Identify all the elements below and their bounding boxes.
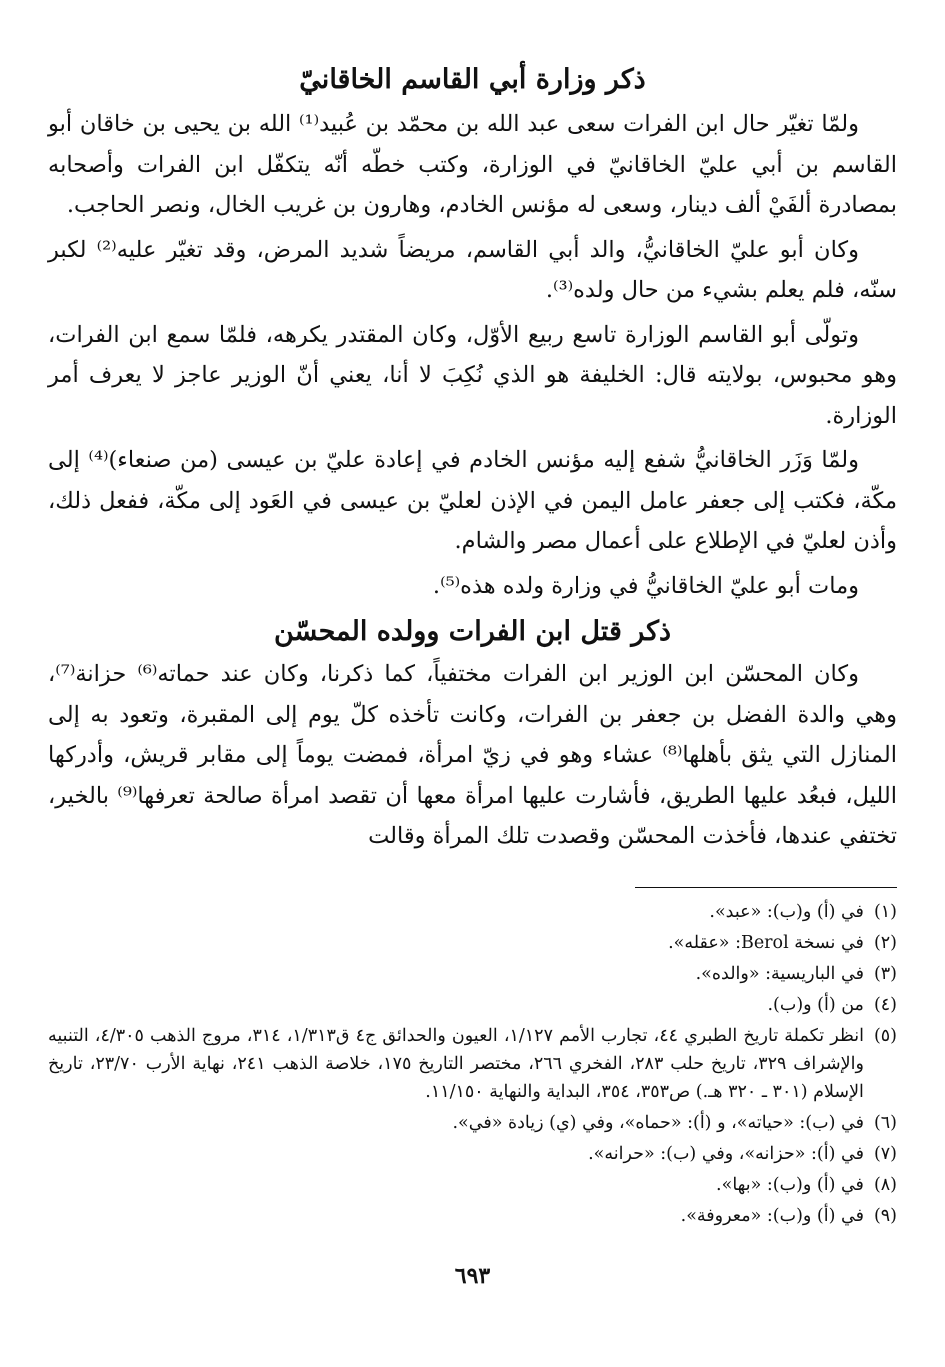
main-text-section1 [48,104,897,606]
paragraph: وكان أبو عليّ الخاقانيُّ، والد أبي القاسم، مريضاً شديد المرض، وقد تغيّر عليه⁽²⁾ لكبر سنّه، فلم يعلم بشيء من حال ولده⁽³⁾. [48,236,897,303]
footnote-text: في (ب): «حياته»، و (أ): «حماه»، وفي (ي) زيادة «في». [452,1112,864,1133]
section-heading-khaqani-vizierate: ذكر وزارة أبي القاسم الخاقانيّ [299,64,646,95]
main-text-section2 [48,654,897,857]
footnote [48,1109,897,1137]
footnote-number: (٩) [873,1205,897,1226]
footnote-text: في (أ) و(ب): «معروفة». [680,1205,864,1226]
footnote-number: (٨) [873,1174,897,1195]
section-heading-killing-of-ibn-al-furat: ذكر قتل ابن الفرات وولده المحسّن [273,616,672,647]
footnote [48,1022,897,1106]
footnote-text: في (أ): «حزانه»، وفي (ب): «حرانه». [588,1143,864,1164]
footnote-number: (١) [873,901,897,922]
paragraph: وتولّى أبو القاسم الوزارة تاسع ربيع الأوّل، وكان المقتدر يكرهه، فلمّا سمع ابن الفرات، وهو محبوس، بولايته قال: الخليفة هو الذي نُكِبَ لا أنا، يعني أنّ الوزير عاجز لا يعرف أمر الوزارة. [48,321,897,429]
footnote-text: انظر تكملة تاريخ الطبري ٤٤، تجارب الأمم ١/١٢٧، العيون والحدائق ج٤ ق١/٣١٣، ٣١٤، مروج الذهب ٤/٣٠٥، التنبيه والإشراف ٣٢٩، تاريخ حلب ٢٨٣، الفخري ٢٦٦، مختصر التاريخ ١٧٥، خلاصة الذهب ٢٤١، نهاية الأرب ٢٣/٧٠، تاريخ الإسلام (٣٠١ ـ ٣٢٠ هـ.) ص٣٥٣، ٣٥٤، البداية والنهاية ١١/١٥٠. [48,1025,864,1102]
paragraph: ولمّا تغيّر حال ابن الفرات سعى عبد الله بن محمّد بن عُبيد⁽¹⁾ الله بن يحيى بن خاقان أبو القاسم بن أبي عليّ الخاقانيّ في الوزارة، وكتب خطّه أنّه يتكفّل ابن الفرات وأصحابه بمصادرة ألفَيْ ألف دينار، وسعى له مؤنس الخادم، وهارون بن غريب الخال، ونصر الحاجب. [48,111,897,218]
footnote-text: في (أ) و(ب): «عبد». [709,901,864,922]
footnote-number: (٦) [873,1112,897,1133]
footnote-text: في (أ) و(ب): «بها». [716,1174,864,1195]
paragraph: وكان المحسّن ابن الوزير ابن الفرات مختفياً، كما ذكرنا، وكان عند حماته⁽⁶⁾ حزانة⁽⁷⁾، وهي والدة الفضل بن جعفر بن الفرات، وكانت تأخذه كلّ يوم إلى المقبرة، وتعود به إلى المنازل التي يثق بأهلها⁽⁸⁾ عشاء وهو في زيّ امرأة، فمضت يوماً إلى مقابر قريش، وأدركها الليل، فبعُد عليها الطريق، فأشارت عليها امرأة معها أن تقصد امرأة صالحة تعرفها⁽⁹⁾ بالخير، تختفي عندها، فأخذت المحسّن وقصدت تلك المرأة وقالت [48,661,897,849]
footnote-number: (٣) [873,963,897,984]
footnote-separator [635,887,897,888]
paragraph: ولمّا وَزَر الخاقانيُّ شفع إليه مؤنس الخادم في إعادة عليّ بن عيسى (من صنعاء)⁽⁴⁾ إلى مكّة، فكتب إلى جعفر عامل اليمن في الإذن لعليّ بن عيسى في العَود إلى مكّة، ففعل ذلك، وأذن لعليّ في الإطلاع على أعمال مصر والشام. [48,447,897,554]
footnote-number: (٤) [873,994,897,1015]
footnote [48,1171,897,1199]
paragraph: ومات أبو عليّ الخاقانيُّ في وزارة ولده هذه⁽⁵⁾. [432,572,859,599]
footnote [48,1202,897,1230]
footnote-number: (٧) [873,1143,897,1164]
footnote-text: من (أ) و(ب). [767,994,864,1015]
page-number: ٦٩٣ [454,1263,491,1289]
footnote [48,991,897,1019]
footnote-text: في الباريسية: «والده». [695,963,864,984]
footnote [48,1140,897,1168]
footnote [48,929,897,957]
footnote-number: (٢) [873,932,897,953]
footnote-number: (٥) [873,1025,897,1046]
footnote [48,960,897,988]
footnotes [48,898,897,1230]
footnote-text: في نسخة Berol: «عقله». [668,932,864,953]
footnote [48,898,897,926]
